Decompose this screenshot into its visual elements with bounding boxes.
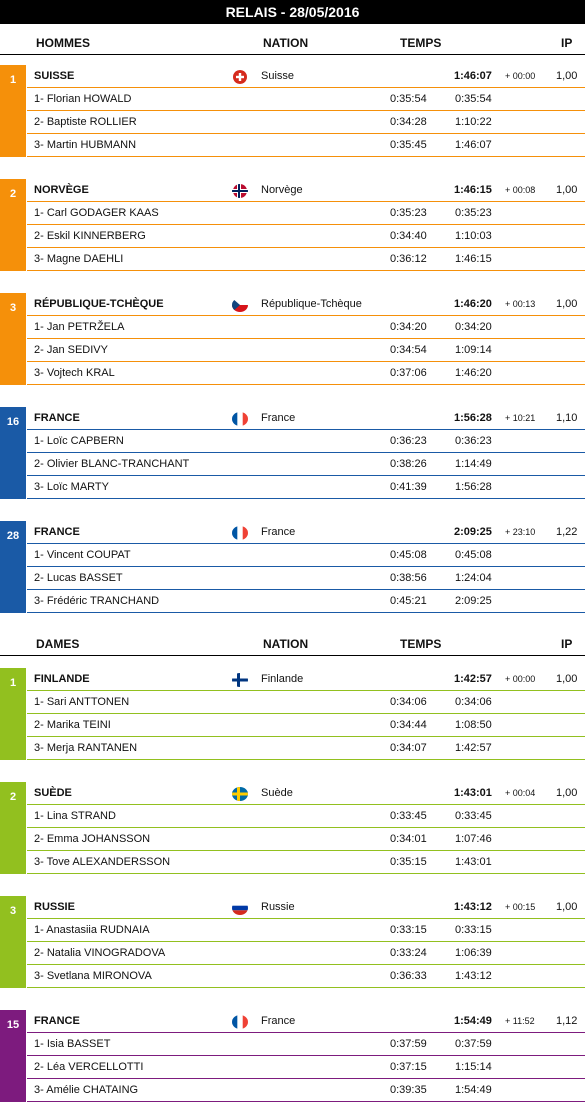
team-row [27,407,585,430]
team-time: 1:43:01 [454,787,492,799]
team-nation: France [261,1015,296,1027]
member-name: 2- Marika TEINI [34,719,111,731]
team-time: 2:09:25 [454,526,492,538]
member-name: 3- Martin HUBMANN [34,139,137,151]
team-ip: 1,00 [556,298,578,310]
team-ip: 1,00 [556,901,578,913]
member-cumulative-time: 1:14:49 [455,458,492,470]
member-split-time: 0:37:59 [390,1038,427,1050]
team-time: 1:54:49 [454,1015,492,1027]
swiss-flag-icon [232,70,248,84]
member-name: 1- Sari ANTTONEN [34,696,130,708]
team-name: NORVÈGE [34,184,89,196]
team-row [27,65,585,88]
rank-badge [0,1010,26,1102]
team-name: FRANCE [34,526,80,538]
norway-flag-icon [232,184,248,198]
team-time: 1:46:15 [454,184,492,196]
member-name: 3- Vojtech KRAL [34,367,115,379]
team-block [0,668,585,760]
member-split-time: 0:38:56 [390,572,427,584]
team-name: SUISSE [34,70,75,82]
member-split-time: 0:38:26 [390,458,427,470]
team-gap: + 10:21 [505,413,536,423]
member-split-time: 0:36:23 [390,435,427,447]
member-split-time: 0:36:33 [390,970,427,982]
member-name: 3- Loïc MARTY [34,481,109,493]
results-title: RELAIS - 28/05/2016 [0,0,585,24]
member-split-time: 0:34:40 [390,230,427,242]
member-cumulative-time: 1:56:28 [455,481,492,493]
member-split-time: 0:41:39 [390,481,427,493]
member-row [27,88,585,111]
section-header-dames [0,627,585,656]
member-name: 1- Isia BASSET [34,1038,111,1050]
member-split-time: 0:35:15 [390,856,427,868]
team-name: RUSSIE [34,901,75,913]
member-cumulative-time: 1:46:15 [455,253,492,265]
member-row [27,202,585,225]
member-cumulative-time: 1:06:39 [455,947,492,959]
team-time: 1:56:28 [454,412,492,424]
france-flag-icon [232,526,248,540]
team-nation: Finlande [261,673,304,685]
member-cumulative-time: 0:34:20 [455,321,492,333]
team-block [0,896,585,988]
member-split-time: 0:35:54 [390,93,427,105]
member-name: 1- Lina STRAND [34,810,116,822]
rank-badge [0,782,26,874]
team-rank: 1 [9,677,17,689]
ip-header: IP [561,36,573,50]
member-cumulative-time: 0:45:08 [455,549,492,561]
team-rank: 3 [9,905,17,917]
france-flag-icon [232,412,248,426]
nation-header: NATION [263,36,309,50]
member-row [27,362,585,385]
temps-header: TEMPS [400,36,442,50]
sweden-flag-icon [232,787,248,801]
rank-badge [0,179,26,271]
member-row [27,805,585,828]
member-row [27,111,585,134]
temps-header: TEMPS [400,637,442,651]
member-name: 2- Eskil KINNERBERG [34,230,146,242]
team-name: FRANCE [34,1015,80,1027]
member-row [27,714,585,737]
member-cumulative-time: 1:43:01 [455,856,492,868]
team-rank: 2 [9,188,17,200]
member-cumulative-time: 1:24:04 [455,572,492,584]
team-gap: + 11:52 [505,1016,535,1026]
team-nation: Suisse [261,70,295,82]
member-split-time: 0:34:07 [390,742,427,754]
member-row [27,590,585,613]
member-row [27,691,585,714]
member-row [27,737,585,760]
member-name: 1- Loïc CAPBERN [34,435,124,447]
team-row [27,1010,585,1033]
member-row [27,316,585,339]
team-row [27,521,585,544]
member-row [27,567,585,590]
team-row [27,896,585,919]
member-name: 2- Jan SEDIVY [34,344,108,356]
member-cumulative-time: 0:35:54 [455,93,492,105]
member-cumulative-time: 1:09:14 [455,344,492,356]
member-split-time: 0:34:06 [390,696,427,708]
member-split-time: 0:33:15 [390,924,427,936]
member-cumulative-time: 0:34:06 [455,696,492,708]
member-row [27,339,585,362]
member-row [27,1079,585,1102]
member-name: 1- Anastasiia RUDNAIA [34,924,150,936]
member-name: 3- Svetlana MIRONOVA [34,970,152,982]
member-cumulative-time: 1:46:20 [455,367,492,379]
member-cumulative-time: 0:37:59 [455,1038,492,1050]
team-gap: + 23:10 [505,527,536,537]
member-name: 2- Léa VERCELLOTTI [34,1061,144,1073]
team-nation: France [261,412,296,424]
member-name: 3- Merja RANTANEN [34,742,138,754]
ip-header: IP [561,637,573,651]
team-nation: Suède [261,787,293,799]
member-cumulative-time: 1:08:50 [455,719,492,731]
team-rank: 28 [6,530,20,542]
member-cumulative-time: 1:46:07 [455,139,492,151]
team-time: 1:46:07 [454,70,492,82]
member-split-time: 0:33:24 [390,947,427,959]
france-flag-icon [232,1015,248,1029]
rank-badge [0,407,26,499]
member-row [27,828,585,851]
member-split-time: 0:34:20 [390,321,427,333]
section-category: HOMMES [36,36,90,50]
team-nation: Norvège [261,184,303,196]
member-row [27,1033,585,1056]
team-time: 1:43:12 [454,901,492,913]
team-name: FRANCE [34,412,80,424]
rank-badge [0,293,26,385]
member-name: 1- Florian HOWALD [34,93,132,105]
czech-flag-icon [232,298,248,312]
team-block [0,65,585,157]
member-name: 2- Baptiste ROLLIER [34,116,137,128]
member-row [27,453,585,476]
team-gap: + 00:04 [505,788,536,798]
finland-flag-icon [232,673,248,687]
member-name: 2- Lucas BASSET [34,572,123,584]
member-row [27,430,585,453]
rank-badge [0,65,26,157]
team-ip: 1,00 [556,184,578,196]
member-cumulative-time: 1:10:22 [455,116,492,128]
team-rank: 16 [6,416,20,428]
member-split-time: 0:37:06 [390,367,427,379]
member-split-time: 0:37:15 [390,1061,427,1073]
member-split-time: 0:36:12 [390,253,427,265]
member-cumulative-time: 1:54:49 [455,1084,492,1096]
member-row [27,134,585,157]
member-split-time: 0:45:21 [390,595,427,607]
member-split-time: 0:34:54 [390,344,427,356]
team-name: FINLANDE [34,673,90,685]
team-name: SUÈDE [34,787,72,799]
team-block [0,407,585,499]
member-split-time: 0:33:45 [390,810,427,822]
team-time: 1:46:20 [454,298,492,310]
member-split-time: 0:35:23 [390,207,427,219]
member-row [27,476,585,499]
team-block [0,179,585,271]
member-cumulative-time: 1:07:46 [455,833,492,845]
results-content [0,26,585,1102]
member-cumulative-time: 0:35:23 [455,207,492,219]
team-ip: 1,22 [556,526,578,538]
member-name: 1- Carl GODAGER KAAS [34,207,159,219]
member-split-time: 0:39:35 [390,1084,427,1096]
member-row [27,919,585,942]
team-gap: + 00:13 [505,299,536,309]
team-gap: + 00:00 [505,71,536,81]
member-name: 1- Jan PETRŽELA [34,321,125,333]
team-block [0,521,585,613]
member-split-time: 0:35:45 [390,139,427,151]
team-block [0,1010,585,1102]
member-name: 1- Vincent COUPAT [34,549,131,561]
team-name: RÉPUBLIQUE-TCHÈQUE [34,298,164,310]
team-nation: France [261,526,296,538]
team-rank: 2 [9,791,17,803]
member-row [27,851,585,874]
team-rank: 1 [9,74,17,86]
member-name: 3- Frédéric TRANCHAND [34,595,160,607]
member-split-time: 0:34:28 [390,116,427,128]
member-row [27,1056,585,1079]
team-nation: Russie [261,901,295,913]
team-rank: 15 [6,1019,20,1031]
member-row [27,225,585,248]
section-header-hommes [0,26,585,55]
rank-badge [0,521,26,613]
member-row [27,544,585,567]
member-name: 2- Natalia VINOGRADOVA [34,947,166,959]
team-ip: 1,12 [556,1015,578,1027]
team-nation: République-Tchèque [261,298,362,310]
team-row [27,293,585,316]
member-cumulative-time: 0:36:23 [455,435,492,447]
member-name: 3- Amélie CHATAING [34,1084,139,1096]
russia-flag-icon [232,901,248,915]
member-name: 3- Tove ALEXANDERSSON [34,856,171,868]
team-ip: 1,00 [556,70,578,82]
team-block [0,782,585,874]
member-name: 2- Emma JOHANSSON [34,833,151,845]
member-cumulative-time: 1:15:14 [455,1061,492,1073]
member-name: 2- Olivier BLANC-TRANCHANT [34,458,190,470]
member-split-time: 0:34:44 [390,719,427,731]
member-row [27,965,585,988]
team-row [27,782,585,805]
team-row [27,668,585,691]
nation-header: NATION [263,637,309,651]
member-cumulative-time: 0:33:15 [455,924,492,936]
rank-badge [0,668,26,760]
team-gap: + 00:00 [505,674,536,684]
team-time: 1:42:57 [454,673,492,685]
team-row [27,179,585,202]
member-row [27,248,585,271]
member-row [27,942,585,965]
member-cumulative-time: 2:09:25 [455,595,492,607]
team-block [0,293,585,385]
team-ip: 1,00 [556,787,578,799]
member-cumulative-time: 1:43:12 [455,970,492,982]
team-rank: 3 [9,302,17,314]
team-gap: + 00:15 [505,902,536,912]
rank-badge [0,896,26,988]
team-ip: 1,10 [556,412,578,424]
member-split-time: 0:34:01 [390,833,427,845]
member-cumulative-time: 0:33:45 [455,810,492,822]
team-ip: 1,00 [556,673,578,685]
member-split-time: 0:45:08 [390,549,427,561]
member-cumulative-time: 1:10:03 [455,230,492,242]
team-gap: + 00:08 [505,185,536,195]
member-name: 3- Magne DAEHLI [34,253,124,265]
member-cumulative-time: 1:42:57 [455,742,492,754]
section-category: DAMES [36,637,80,651]
